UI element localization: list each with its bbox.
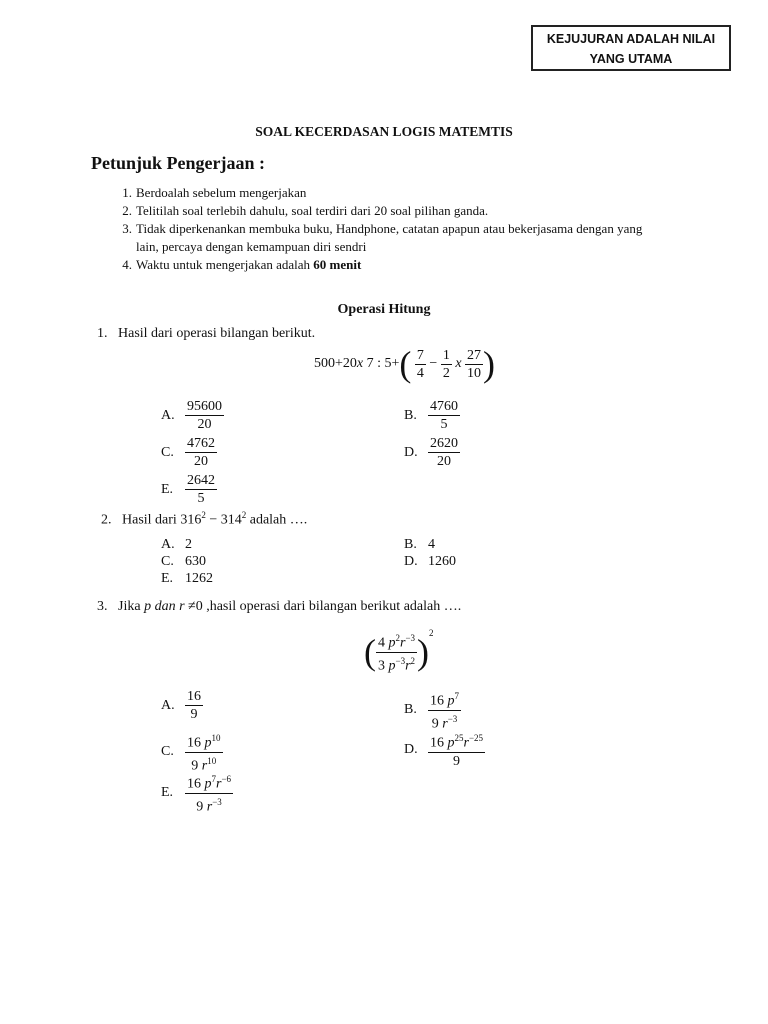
q1-option-b[interactable]: B. $\frac{4760}{5}$ [404,399,458,432]
question-1: 1. Hasil dari operasi bilangan berikut. [97,326,316,341]
question-3: 3. Jika p dan r ≠0 ,hasil operasi dari bilangan berikut adalah …. [97,599,462,614]
q2-option-d[interactable]: D. 1260 [404,554,456,569]
q2-option-c[interactable]: C. 630 [161,554,206,569]
q3-option-b[interactable]: B. $\frac{16 p^7}{9 r^{-3}}$ [404,688,461,732]
section-heading: Operasi Hitung [337,302,431,317]
q1-option-d[interactable]: D. $\frac{2620}{20}$ [404,436,458,469]
q2-option-a[interactable]: A. 2 [161,537,192,552]
motto-line-1: KEJUJURAN ADALAH NILAI [546,32,716,46]
q2-option-b[interactable]: B. 4 [404,537,435,552]
q3-option-a[interactable]: A. $\frac{16}{9}$ [161,689,201,722]
q1-option-e[interactable]: E. $\frac{2642}{5}$ [161,473,215,506]
question-1-expression: 500+20x 7 : 5+( $\frac{7}{4}$ − $\frac{1}{2}$ x $\frac{27}{10}$ ) [314,344,496,384]
q3-option-e[interactable]: E. $\frac{16 p^7r^{-6}}{9 r^{-3}}$ [161,771,233,815]
q1-option-c[interactable]: C. $\frac{4762}{20}$ [161,436,215,469]
motto-line-2: YANG UTAMA [589,52,673,66]
question-3-expression: ( $\frac{4 p^2r^{-3}}{3 p^{-3}r^2}$ )$^2$ [364,627,434,674]
q3-option-c[interactable]: C. $\frac{16 p^{10}}{9 r^{10}}$ [161,730,223,774]
q2-option-e[interactable]: E. 1262 [161,571,213,586]
question-2: 2. Hasil dari $316^2 - 314^2$ adalah …. [101,510,308,528]
instructions-heading: Petunjuk Pengerjaan : [91,153,265,173]
q3-option-d[interactable]: D. $\frac{16 p^{25}r^{-25}}{9}$ [404,730,485,770]
page-title: SOAL KECERDASAN LOGIS MATEMTIS [255,124,513,139]
q1-option-a[interactable]: A. $\frac{95600}{20}$ [161,399,222,432]
motto-box [531,25,731,71]
